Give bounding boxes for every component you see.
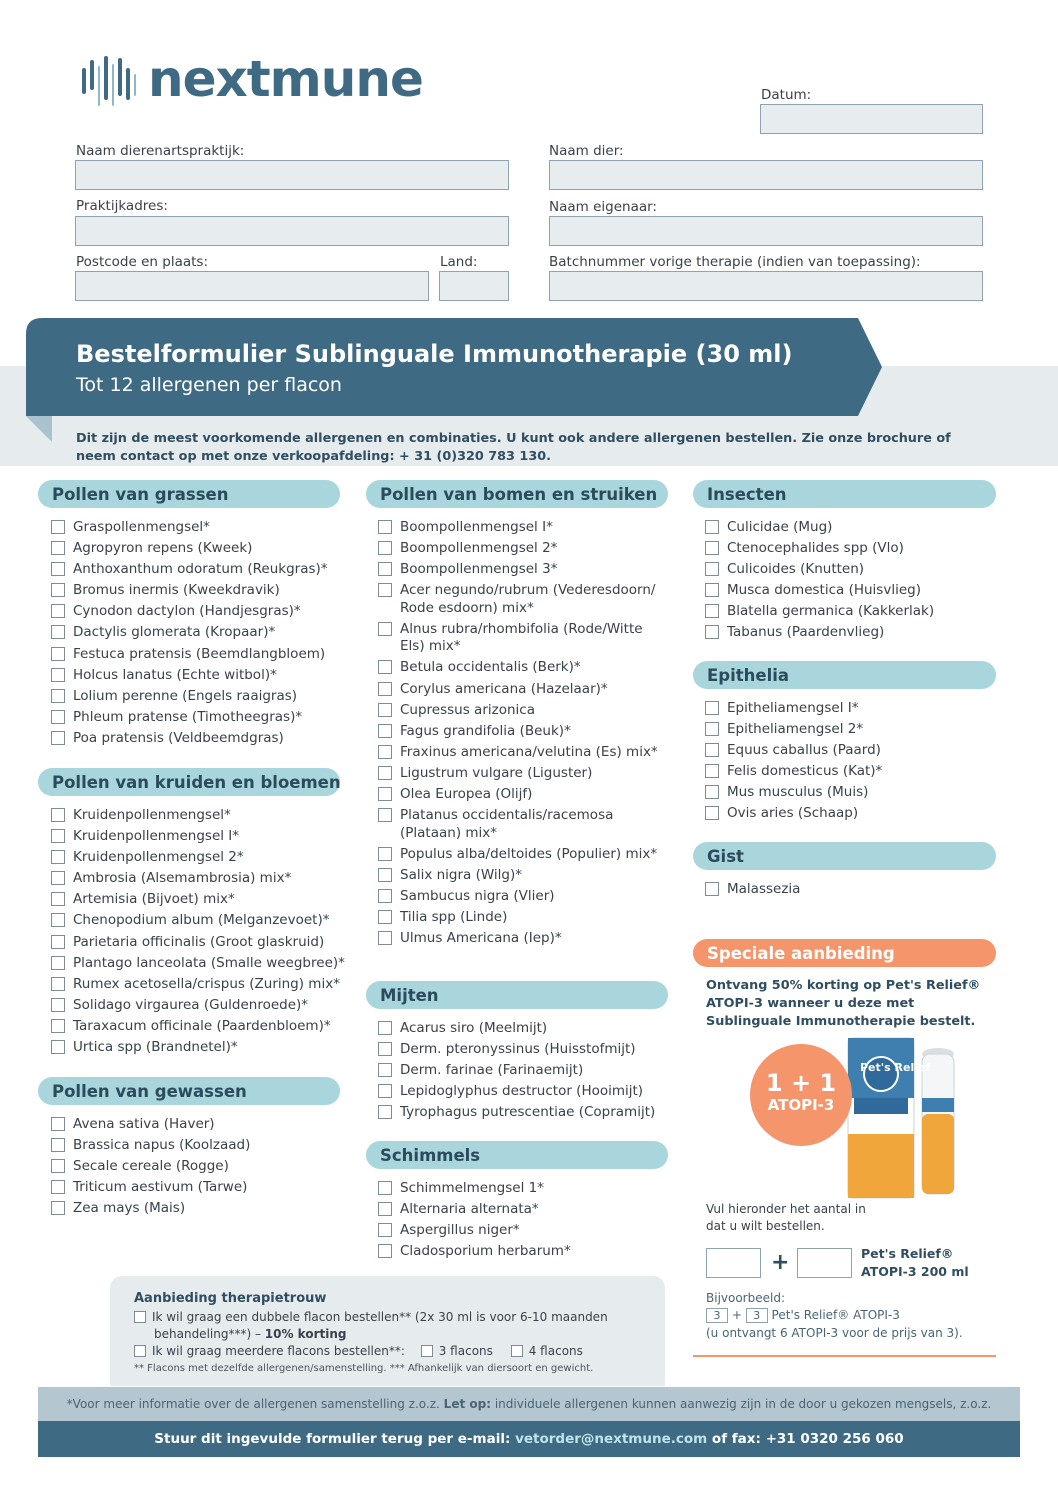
intro-text: Dit zijn de meest voorkomende allergenen en combinaties. U kunt ook andere allergenen bestellen. Zie onze brochure of neem contact op met onze verkoopafdeling: + 31 (0)320 783 130. [76,431,951,464]
allergen-label: Acer negundo/rubrum (Vederesdoorn/ Rode esdoorn) mix* [400,582,656,616]
checkbox[interactable] [705,583,719,597]
allergen-label: Epitheliamengsel I* [727,700,859,716]
checkbox[interactable] [705,722,719,736]
allergen-label: Alternaria alternata* [400,1201,539,1218]
allergen-label: Equus caballus (Paard) [727,742,881,759]
allergen-label: Kruidenpollenmengsel I* [73,828,240,845]
allergen-label: Zea mays (Mais) [73,1200,186,1217]
allergen-item[interactable] [378,786,670,804]
allergen-label: Derm. pteronyssinus (Huisstofmijt) [400,1041,636,1058]
title-banner [26,318,886,416]
date-input[interactable] [760,104,983,134]
allergen-label: Blatella germanica (Kakkerlak) [727,603,935,620]
allergen-item[interactable] [378,846,670,864]
allergen-label: Platanus occidentalis/racemosa (Plataan) mix* [400,807,614,841]
allergen-item[interactable] [51,561,351,579]
allergen-label: Urtica spp (Brandnetel)* [73,1039,238,1056]
checkbox[interactable] [378,1181,392,1195]
allergen-item[interactable] [378,1243,678,1261]
allergen-item[interactable] [51,1200,351,1218]
checkbox[interactable] [51,892,65,906]
checkbox[interactable] [51,956,65,970]
allergen-label: Secale cereale (Rogge) [73,1158,229,1175]
checkbox[interactable] [51,1019,65,1033]
checkbox[interactable] [378,541,392,555]
info-bold: Let op: [443,1397,492,1411]
checkbox[interactable] [705,743,719,757]
checkbox[interactable] [51,1138,65,1152]
info-prefix: *Voor meer informatie over de allergenen samenstelling z.o.z. [66,1397,444,1411]
example-box-b: 3 [746,1308,768,1323]
allergen-label: Plantago lanceolata (Smalle weegbree)* [73,954,345,971]
date-label: Datum: [761,87,812,103]
checkbox[interactable] [378,910,392,924]
checkbox[interactable] [705,625,719,639]
allergen-item[interactable] [51,934,371,952]
allergen-label: Ambrosia (Alsemambrosia) mix* [73,870,292,887]
allergen-item[interactable] [705,721,995,739]
allergen-label: Sambucus nigra (Vlier) [400,887,555,904]
quantity-input-2[interactable] [797,1248,852,1278]
allergen-label: Triticum aestivum (Tarwe) [73,1179,248,1196]
example-note: (u ontvangt 6 ATOPI-3 voor de prijs van 3). [706,1326,963,1340]
allergen-label: Ligustrum vulgare (Liguster) [400,764,593,781]
allergen-item[interactable] [378,582,670,617]
allergen-item[interactable] [51,688,351,706]
allergen-item[interactable] [51,519,351,537]
allergen-label: Ovis aries (Schaap) [727,805,859,822]
allergen-label: Populus alba/deltoides (Populier) mix* [400,845,658,862]
checkbox[interactable] [51,1117,65,1131]
checkbox[interactable] [705,806,719,820]
checkbox[interactable] [378,931,392,945]
checkbox[interactable] [51,1040,65,1054]
allergen-label: Cladosporium herbarum* [400,1243,571,1260]
allergen-label: Felis domesticus (Kat)* [727,763,883,780]
checkbox[interactable] [378,583,392,597]
allergen-label: Corylus americana (Hazelaar)* [400,680,608,697]
allergen-label: Tabanus (Paardenvlieg) [727,624,885,641]
checkbox[interactable] [378,766,392,780]
checkbox[interactable] [378,562,392,576]
allergen-item[interactable] [51,603,351,621]
allergen-item[interactable] [378,1062,678,1080]
allergen-label: Festuca pratensis (Beemdlangbloem) [73,645,326,662]
option-1-text: Ik wil graag een dubbele flacon bestellen** (2x 30 ml is voor 6-10 maanden [152,1310,608,1324]
four-flacons-label: 4 flacons [528,1344,583,1358]
four-flacons-checkbox[interactable] [511,1345,523,1357]
allergen-item[interactable] [705,742,995,760]
allergen-label: Salix nigra (Wilg)* [400,866,523,883]
send-footer [38,1421,1020,1457]
three-flacons-checkbox[interactable] [421,1345,433,1357]
checkbox[interactable] [51,604,65,618]
allergen-item[interactable] [378,807,670,842]
allergen-label: Malassezia [727,881,801,897]
allergen-label: Poa pratensis (Veldbeemdgras) [73,729,284,746]
allergen-item[interactable] [51,955,371,973]
product-label: Pet's Relief® ATOPI-3 200 ml [861,1246,969,1279]
checkbox[interactable] [378,520,392,534]
allergen-item[interactable] [378,723,670,741]
animal-input[interactable] [549,160,983,190]
section-mites-title: Mijten [366,981,668,1009]
allergen-item[interactable] [378,930,670,948]
allergen-item[interactable] [705,540,995,558]
option-1-line2-text: behandeling***) – [154,1327,265,1341]
epithelia-list [705,700,995,827]
allergen-item[interactable] [51,624,351,642]
allergen-label: Tilia spp (Linde) [400,909,508,925]
three-flacons-label: 3 flacons [438,1344,493,1358]
allergen-item[interactable] [378,1201,678,1219]
offer-text: Ontvang 50% korting op Pet's Relief® ATOPI-3 wanneer u deze met Sublinguale Immunotherapie bestelt. [706,978,981,1029]
info-footer [38,1387,1020,1421]
allergen-label: Musca domestica (Huisvlieg) [727,582,921,599]
checkbox[interactable] [378,1063,392,1077]
allergen-label: Boompollenmengsel 3* [400,561,558,578]
checkbox[interactable] [705,764,719,778]
allergen-label: Mus musculus (Muis) [727,784,869,801]
option-2-text: Ik wil graag meerdere flacons bestellen**: [152,1344,405,1358]
example-label: Bijvoorbeeld: [706,1291,785,1305]
product-image [840,1034,960,1202]
allergen-item[interactable] [51,912,371,930]
allergen-item[interactable] [51,807,371,825]
checkbox[interactable] [705,604,719,618]
allergen-item[interactable] [51,1179,351,1197]
section-offer-title: Speciale aanbieding [693,939,996,967]
allergen-label: Schimmelmengsel 1* [400,1180,544,1196]
allergen-item[interactable] [51,646,351,664]
example-box-a: 3 [706,1308,728,1323]
offer-badge [750,1044,852,1146]
checkbox[interactable] [51,625,65,639]
checkbox[interactable] [51,710,65,724]
allergen-item[interactable] [705,603,995,621]
checkbox[interactable] [51,520,65,534]
allergen-item[interactable] [378,1083,678,1101]
address-input[interactable] [75,216,509,246]
allergen-label: Culicoides (Knutten) [727,561,865,578]
allergen-item[interactable] [705,805,995,823]
therapy-note: ** Flacons met dezelfde allergenen/samenstelling. *** Afhankelijk van diersoort en gewicht. [134,1363,594,1374]
allergen-item[interactable] [705,881,995,899]
checkbox[interactable] [51,1159,65,1173]
allergen-item[interactable] [51,1158,351,1176]
allergen-item[interactable] [378,621,670,656]
checkbox[interactable] [378,1105,392,1119]
allergen-label: Anthoxanthum odoratum (Reukgras)* [73,561,328,578]
owner-label: Naam eigenaar: [549,199,657,215]
therapy-box [110,1276,665,1386]
option-2-checkbox[interactable] [134,1345,146,1357]
allergen-item[interactable] [51,1137,351,1155]
allergen-item[interactable] [378,540,670,558]
allergen-label: Boompollenmengsel 2* [400,540,558,557]
checkbox[interactable] [378,622,392,636]
allergen-label: Derm. farinae (Farinaemijt) [400,1062,584,1079]
allergen-item[interactable] [378,1020,678,1038]
allergen-label: Cupressus arizonica [400,701,535,718]
allergen-item[interactable] [378,519,670,537]
allergen-label: Betula occidentalis (Berk)* [400,659,581,676]
mites-list [378,1020,678,1125]
allergen-item[interactable] [705,624,995,642]
checkbox[interactable] [51,977,65,991]
insects-list [705,519,995,646]
send-prefix: Stuur dit ingevulde formulier terug per e-mail: [154,1431,516,1447]
send-suffix: of fax: +31 0320 256 060 [707,1431,904,1447]
checkbox[interactable] [51,850,65,864]
postcode-input[interactable] [75,271,429,301]
crops-list [51,1116,351,1221]
section-crops-title: Pollen van gewassen [38,1077,340,1105]
allergen-item[interactable] [51,730,351,748]
fill-instructions: Vul hieronder het aantal in dat u wilt bestellen. [706,1202,866,1233]
email-link[interactable]: vetorder@nextmune.com [515,1431,708,1447]
checkbox[interactable] [378,1223,392,1237]
section-grasses-title: Pollen van grassen [38,480,340,508]
animal-label: Naam dier: [549,143,624,159]
section-insects-title: Insecten [693,480,996,508]
therapy-option-2 [134,1343,583,1360]
checkbox[interactable] [51,583,65,597]
checkbox[interactable] [378,660,392,674]
practice-label: Naam dierenartspraktijk: [76,143,245,159]
logo-bars-icon [80,54,140,110]
trees-list [378,519,670,951]
allergen-item[interactable] [705,561,995,579]
allergen-label: Chenopodium album (Melganzevoet)* [73,912,330,929]
allergen-item[interactable] [378,744,670,762]
checkbox[interactable] [51,668,65,682]
allergen-label: Ctenocephalides spp (Vlo) [727,540,904,557]
page-subtitle: Tot 12 allergenen per flacon [76,374,342,396]
allergen-label: Lolium perenne (Engels raaigras) [73,687,298,704]
allergen-label: Rumex acetosella/crispus (Zuring) mix* [73,975,340,992]
allergen-item[interactable] [705,784,995,802]
checkbox[interactable] [51,647,65,661]
allergen-label: Kruidenpollenmengsel* [73,807,231,823]
allergen-item[interactable] [378,1104,678,1122]
allergen-label: Graspollenmengsel* [73,519,210,535]
allergen-label: Solidago virgaurea (Guldenroede)* [73,996,309,1013]
section-trees-title: Pollen van bomen en struiken [366,480,668,508]
allergen-item[interactable] [51,582,351,600]
product-brand-label: Pet's Relief [860,1061,931,1074]
allergen-label: Culicidae (Mug) [727,519,833,535]
checkbox[interactable] [378,787,392,801]
allergen-item[interactable] [51,849,371,867]
checkbox[interactable] [705,541,719,555]
section-yeast-title: Gist [693,842,996,870]
badge-top: 1 + 1 [765,1069,837,1097]
checkbox[interactable] [378,1042,392,1056]
allergen-label: Dactylis glomerata (Kropaar)* [73,624,276,641]
allergen-item[interactable] [51,1116,351,1134]
quantity-input-1[interactable] [706,1248,761,1278]
allergen-item[interactable] [705,763,995,781]
allergen-label: Parietaria officinalis (Groot glaskruid) [73,933,325,950]
example-row [706,1307,900,1324]
allergen-label: Kruidenpollenmengsel 2* [73,849,244,866]
allergen-label: Brassica napus (Koolzaad) [73,1137,251,1154]
option-1-discount: 10% korting [264,1327,347,1341]
checkbox[interactable] [51,913,65,927]
example-product: Pet's Relief® ATOPI-3 [771,1308,900,1322]
allergen-label: Avena sativa (Haver) [73,1116,215,1132]
option-1-checkbox[interactable] [134,1311,146,1323]
banner-fold-icon [26,416,52,442]
allergen-label: Bromus inermis (Kweekdravik) [73,582,280,599]
checkbox[interactable] [378,889,392,903]
checkbox[interactable] [378,1244,392,1258]
example-plus: + [731,1308,742,1322]
checkbox[interactable] [705,701,719,715]
allergen-item[interactable] [705,700,995,718]
allergen-label: Fagus grandifolia (Beuk)* [400,722,571,739]
allergen-item[interactable] [378,659,670,677]
country-label: Land: [440,254,478,270]
section-herbs-title: Pollen van kruiden en bloemen [38,768,340,796]
therapy-title: Aanbieding therapietrouw [134,1291,327,1306]
badge-bottom: ATOPI-3 [767,1096,835,1114]
allergen-label: Cynodon dactylon (Handjesgras)* [73,603,301,620]
checkbox[interactable] [378,745,392,759]
checkbox[interactable] [378,724,392,738]
allergen-item[interactable] [705,519,995,537]
allergen-item[interactable] [378,702,670,720]
country-input[interactable] [439,271,509,301]
checkbox[interactable] [51,1201,65,1215]
checkbox[interactable] [705,562,719,576]
allergen-label: Epitheliamengsel 2* [727,721,864,738]
checkbox[interactable] [51,935,65,949]
allergen-item[interactable] [51,891,371,909]
practice-input[interactable] [75,160,509,190]
allergen-item[interactable] [378,909,670,927]
allergen-item[interactable] [378,1180,678,1198]
section-molds-title: Schimmels [366,1141,668,1169]
therapy-option-1 [134,1309,608,1326]
allergen-label: Acarus siro (Meelmijt) [400,1020,548,1036]
allergen-item[interactable] [51,828,371,846]
batch-input[interactable] [549,271,983,301]
yeast-list [705,881,995,902]
section-epithelia-title: Epithelia [693,661,996,689]
checkbox[interactable] [378,1084,392,1098]
checkbox[interactable] [378,703,392,717]
allergen-label: Agropyron repens (Kweek) [73,540,253,557]
allergen-item[interactable] [51,870,371,888]
allergen-item[interactable] [378,561,670,579]
allergen-label: Lepidoglyphus destructor (Hooimijt) [400,1083,644,1100]
allergen-item[interactable] [51,540,351,558]
checkbox[interactable] [378,1202,392,1216]
page-title: Bestelformulier Sublinguale Immunotherapie (30 ml) [76,340,793,368]
allergen-item[interactable] [378,867,670,885]
allergen-label: Olea Europea (Olijf) [400,786,533,803]
checkbox[interactable] [378,847,392,861]
checkbox[interactable] [705,785,719,799]
info-rest: individuele allergenen kunnen aanwezig zijn in de door u gekozen mengsels, z.o.z. [491,1397,992,1411]
allergen-item[interactable] [378,1041,678,1059]
checkbox[interactable] [378,868,392,882]
checkbox[interactable] [51,829,65,843]
allergen-item[interactable] [378,888,670,906]
allergen-item[interactable] [51,976,371,994]
nextmune-logo [80,50,440,110]
allergen-item[interactable] [705,582,995,600]
allergen-item[interactable] [378,1222,678,1240]
allergen-label: Phleum pratense (Timotheegras)* [73,708,303,725]
product-name-label: ATOPI-3 [864,1116,900,1125]
checkbox[interactable] [705,520,719,534]
molds-list [378,1180,678,1264]
allergen-label: Artemisia (Bijvoet) mix* [73,891,235,908]
allergen-item[interactable] [51,1039,371,1057]
herbs-list [51,807,371,1060]
batch-label: Batchnummer vorige therapie (indien van toepassing): [549,254,921,270]
allergen-item[interactable] [378,765,670,783]
grasses-list [51,519,351,751]
checkbox[interactable] [51,541,65,555]
offer-divider [693,1355,996,1357]
allergen-label: Aspergillus niger* [400,1222,520,1239]
checkbox[interactable] [378,808,392,822]
allergen-label: Holcus lanatus (Echte witbol)* [73,666,277,683]
allergen-label: Taraxacum officinale (Paardenbloem)* [73,1017,331,1034]
plus-sign: + [771,1250,790,1275]
allergen-item[interactable] [51,1018,371,1036]
allergen-item[interactable] [51,667,351,685]
checkbox[interactable] [51,1180,65,1194]
address-label: Praktijkadres: [76,198,168,214]
brand-name: nextmune [148,50,423,108]
allergen-item[interactable] [51,997,371,1015]
checkbox[interactable] [51,731,65,745]
allergen-label: Ulmus Americana (Iep)* [400,930,562,947]
checkbox[interactable] [378,682,392,696]
allergen-label: Alnus rubra/rhombifolia (Rode/Witte Els) mix* [400,620,643,655]
checkbox[interactable] [51,562,65,576]
allergen-label: Boompollenmengsel I* [400,519,553,535]
checkbox[interactable] [705,882,719,896]
checkbox[interactable] [51,808,65,822]
allergen-label: Tyrophagus putrescentiae (Copramijt) [400,1104,656,1121]
allergen-item[interactable] [378,681,670,699]
allergen-item[interactable] [51,709,351,727]
checkbox[interactable] [51,689,65,703]
checkbox[interactable] [51,998,65,1012]
therapy-option-1-line2 [154,1326,346,1343]
checkbox[interactable] [51,871,65,885]
allergen-label: Fraxinus americana/velutina (Es) mix* [400,743,658,760]
postcode-label: Postcode en plaats: [76,254,208,270]
checkbox[interactable] [378,1021,392,1035]
owner-input[interactable] [549,216,983,246]
